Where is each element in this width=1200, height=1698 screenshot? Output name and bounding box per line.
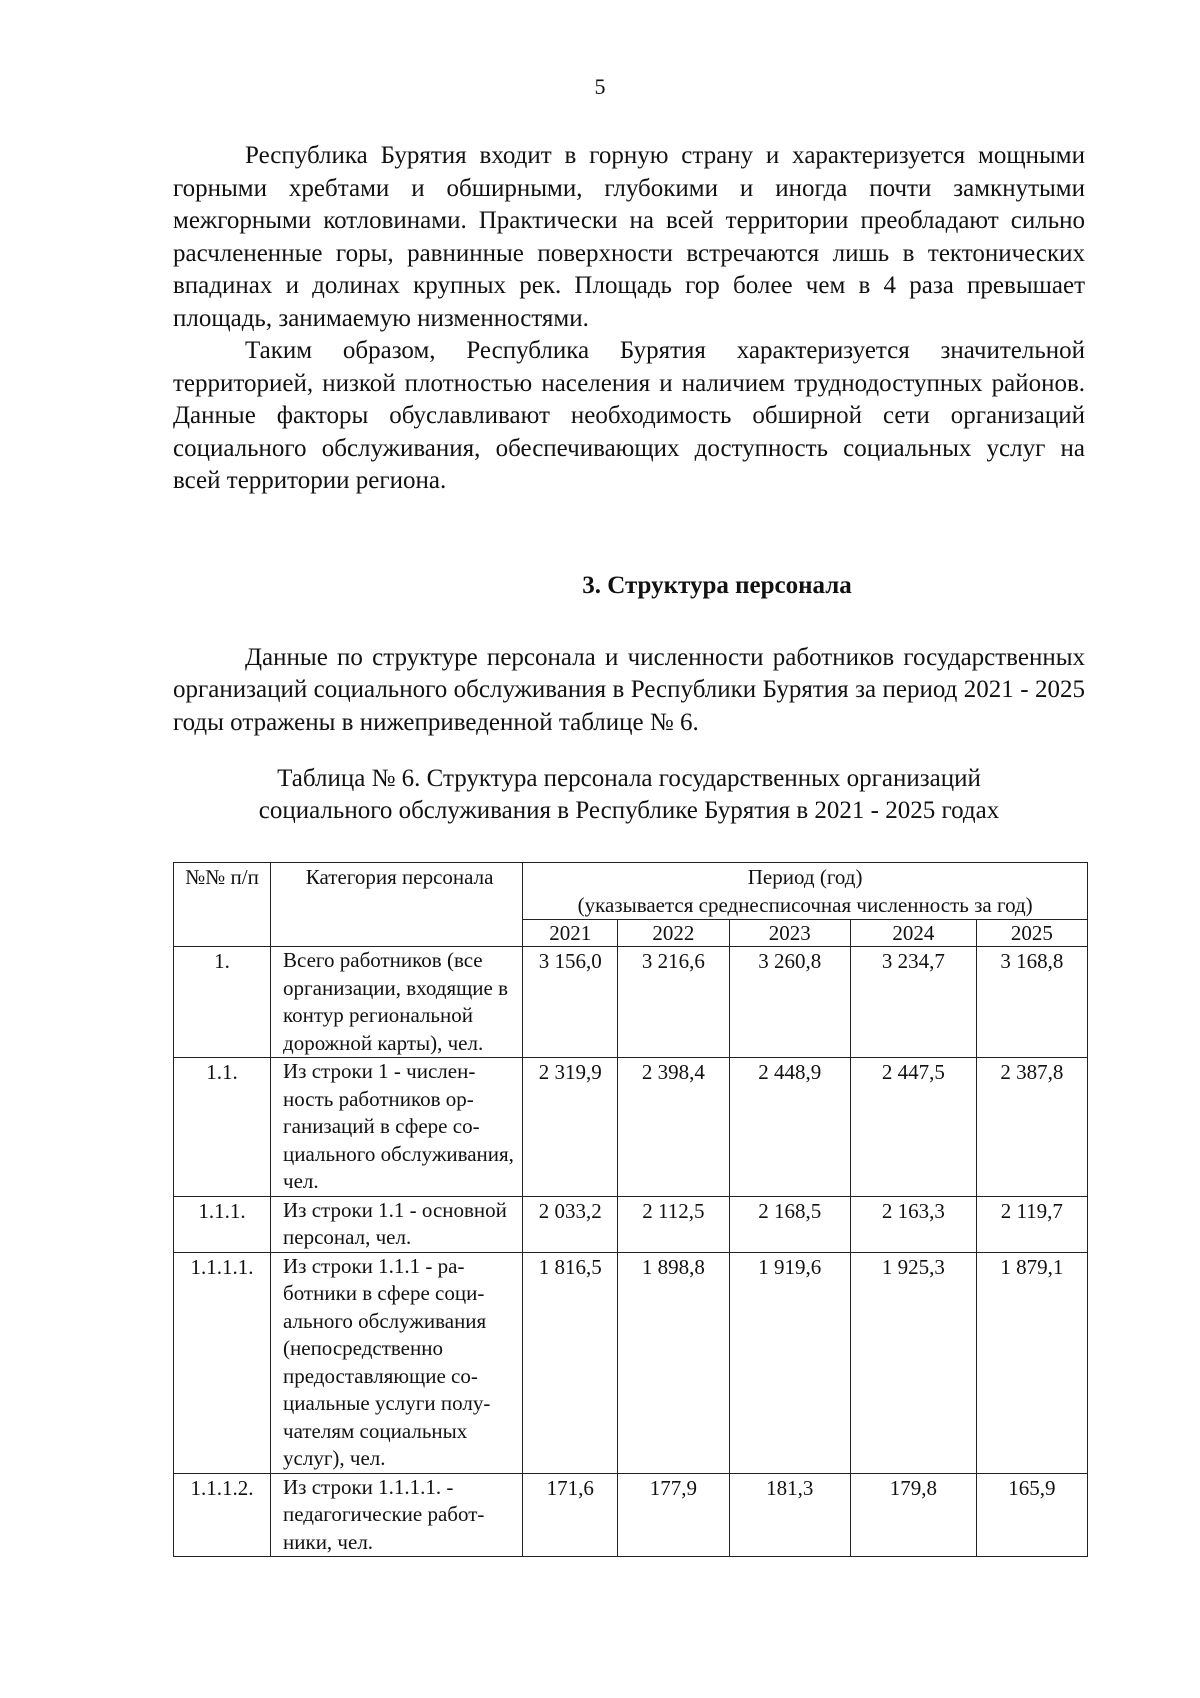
row-value-2021: 1 816,5	[523, 1252, 618, 1473]
row-category: Из строки 1.1.1.1. - педагогические работники, чел.	[271, 1473, 523, 1557]
row-number: 1.1.1.	[174, 1196, 271, 1252]
row-category: Из строки 1.1.1 - работники в сфере социального обслуживания (непосредственно предоставляющие социальные услуги получателям социальных услуг), чел.	[271, 1252, 523, 1473]
paragraph-conclusion: Таким образом, Республика Бурятия характеризуется значительной территорией, низкой плотностью населения и наличием труднодоступных районов. Данные факторы обуславливают необходимость обширной сети организаций социального обслуживания, обеспечивающих доступность социальных услуг на всей территории региона.	[173, 337, 1085, 494]
row-category: Всего работников (все организации, входящие в контур региональной дорожной карты), чел.	[271, 947, 523, 1058]
header-period-note-cell	[523, 891, 1088, 920]
row-value-2024: 3 234,7	[851, 947, 977, 1058]
row-value-2021: 171,6	[523, 1473, 618, 1557]
row-value-2021: 3 156,0	[523, 947, 618, 1058]
row-value-2021: 2 319,9	[523, 1058, 618, 1197]
table-header-row	[174, 863, 1088, 892]
row-value-2022: 1 898,8	[618, 1252, 729, 1473]
header-year-2023: 2023	[729, 920, 851, 947]
row-value-2023: 181,3	[729, 1473, 851, 1557]
row-category: Из строки 1 - численность работников организаций в сфере социального обслуживания, чел.	[271, 1058, 523, 1197]
staff-structure-table	[173, 862, 1088, 1557]
row-value-2023: 2 168,5	[729, 1196, 851, 1252]
row-number: 1.1.1.2.	[174, 1473, 271, 1557]
header-period-cell	[523, 863, 1088, 892]
row-value-2023: 1 919,6	[729, 1252, 851, 1473]
row-value-2021: 2 033,2	[523, 1196, 618, 1252]
page-number: 5	[594, 74, 606, 99]
row-value-2024: 2 447,5	[851, 1058, 977, 1197]
header-year-2022: 2022	[618, 920, 729, 947]
page-body	[173, 140, 1085, 827]
table-caption	[173, 763, 1085, 827]
row-value-2022: 2 398,4	[618, 1058, 729, 1197]
row-value-2025: 165,9	[976, 1473, 1087, 1557]
header-number-label: №№ п/п	[185, 865, 259, 889]
table-row	[174, 947, 1088, 1058]
row-number: 1.	[174, 947, 271, 1058]
row-value-2023: 3 260,8	[729, 947, 851, 1058]
row-number: 1.1.	[174, 1058, 271, 1197]
row-value-2025: 3 168,8	[976, 947, 1087, 1058]
header-year-2025: 2025	[976, 920, 1087, 947]
row-value-2022: 3 216,6	[618, 947, 729, 1058]
table-row	[174, 1058, 1088, 1197]
table-caption-line-2: социального обслуживания в Республике Бурятия в 2021 - 2025 годах	[258, 797, 1000, 824]
section-heading: 3. Структура персонала	[582, 571, 852, 599]
header-year-2024: 2024	[851, 920, 977, 947]
header-category-label: Категория персонала	[305, 865, 494, 889]
table-row	[174, 1252, 1088, 1473]
header-period-label: Период (год)	[747, 865, 863, 889]
header-year-2021: 2021	[523, 920, 618, 947]
header-number-cell	[174, 863, 271, 947]
paragraph-table-intro: Данные по структуре персонала и численности работников государственных организаций социального обслуживания в Республики Бурятия за период 2021 - 2025 годы отражены в нижеприведенной таблице № 6.	[173, 643, 1085, 736]
row-value-2025: 1 879,1	[976, 1252, 1087, 1473]
row-value-2022: 177,9	[618, 1473, 729, 1557]
row-number: 1.1.1.1.	[174, 1252, 271, 1473]
table-row	[174, 1196, 1088, 1252]
header-period-note: (указывается среднесписочная численность за год)	[577, 893, 1033, 917]
row-category: Из строки 1.1 - основной персонал, чел.	[271, 1196, 523, 1252]
row-value-2022: 2 112,5	[618, 1196, 729, 1252]
header-category-cell	[271, 863, 523, 947]
row-value-2024: 1 925,3	[851, 1252, 977, 1473]
row-value-2024: 2 163,3	[851, 1196, 977, 1252]
row-value-2023: 2 448,9	[729, 1058, 851, 1197]
row-value-2024: 179,8	[851, 1473, 977, 1557]
table-caption-line-1: Таблица № 6. Структура персонала государственных организаций	[277, 765, 981, 792]
paragraph-relief: Республика Бурятия входит в горную страну и характеризуется мощными горными хребтами и обширными, глубокими и иногда почти замкнутыми межгорными котловинами. Практически на всей территории преобладают сильно расчлененные горы, равнинные поверхности встречаются лишь в тектонических впадинах и долинах крупных рек. Площадь гор более чем в 4 раза превышает площадь, занимаемую низменностями.	[173, 142, 1085, 332]
table-row	[174, 1473, 1088, 1557]
row-value-2025: 2 119,7	[976, 1196, 1087, 1252]
row-value-2025: 2 387,8	[976, 1058, 1087, 1197]
